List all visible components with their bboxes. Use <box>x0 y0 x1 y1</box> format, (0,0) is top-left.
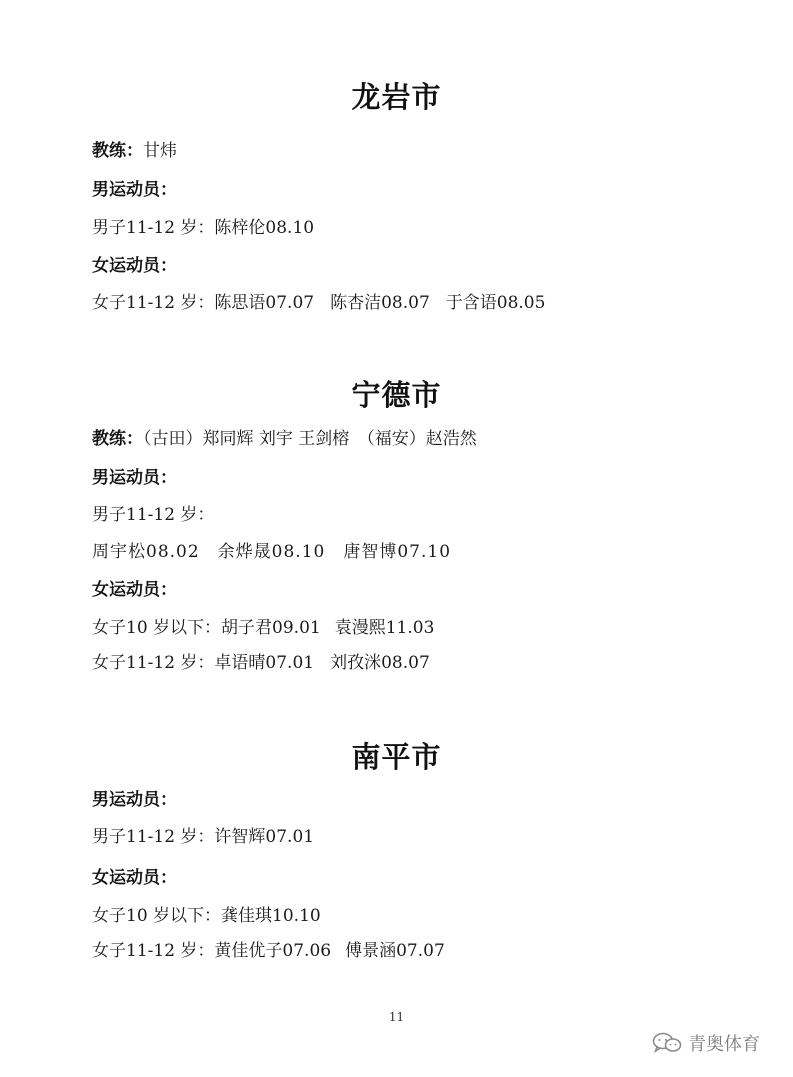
athlete-name: 唐智博07.10 <box>343 542 452 562</box>
athlete-name: 陈杏洁08.07 <box>330 293 430 313</box>
male-label: 男运动员： <box>92 180 177 200</box>
male-label: 男运动员： <box>92 468 177 488</box>
section-title-nanping: 南平市 <box>351 740 442 774</box>
athlete-name: 卓语晴07.01 <box>214 653 315 673</box>
female-group-line-longyan <box>92 292 545 314</box>
male-group-line-ningde <box>92 504 214 526</box>
coach-line-ningde <box>92 428 477 450</box>
male-athletes-label-ningde <box>92 467 177 489</box>
female-group-line-nanping-1 <box>92 905 321 927</box>
page-number: 11 <box>388 1010 405 1024</box>
athlete-name: 傅景涵07.07 <box>345 941 445 961</box>
coach-names: 甘炜 <box>143 141 177 161</box>
age-group: 男子11-12 岁： <box>92 827 215 847</box>
watermark <box>652 1030 760 1056</box>
wechat-icon <box>652 1032 682 1054</box>
athlete-name: 陈梓伦08.10 <box>214 218 315 238</box>
female-group-line-ningde-1 <box>92 617 434 639</box>
age-group: 女子11-12 岁： <box>92 941 215 961</box>
athlete-name: 胡子君09.01 <box>221 618 321 638</box>
coach-label: 教练： <box>92 141 143 161</box>
female-athletes-label-nanping <box>92 867 177 889</box>
coach-label: 教练： <box>92 429 143 449</box>
athlete-name: 周宇松08.02 <box>92 542 200 562</box>
male-athletes-label-longyan <box>92 179 177 201</box>
athlete-name: 于含语08.05 <box>445 293 546 313</box>
female-group-line-nanping-2 <box>92 940 445 962</box>
female-athletes-label-ningde <box>92 579 177 601</box>
section-title-longyan: 龙岩市 <box>351 80 442 114</box>
age-group: 男子11-12 岁： <box>92 505 215 525</box>
athlete-name: 余烨晟08.10 <box>217 542 326 562</box>
athlete-name: 陈思语07.07 <box>214 293 315 313</box>
male-names-line-ningde <box>92 541 451 563</box>
female-group-line-ningde-2 <box>92 652 430 674</box>
athlete-name: 袁漫熙11.03 <box>334 618 435 638</box>
female-label: 女运动员： <box>92 580 177 600</box>
age-group: 女子11-12 岁： <box>92 293 215 313</box>
male-label: 男运动员： <box>92 790 177 810</box>
male-group-line-longyan <box>92 217 314 239</box>
age-group: 女子10 岁以下： <box>92 618 222 638</box>
age-group: 女子10 岁以下： <box>92 906 222 926</box>
watermark-text: 青奥体育 <box>688 1034 760 1055</box>
female-label: 女运动员： <box>92 868 177 888</box>
male-athletes-label-nanping <box>92 789 177 811</box>
age-group: 女子11-12 岁： <box>92 653 215 673</box>
female-athletes-label-longyan <box>92 255 177 277</box>
female-label: 女运动员： <box>92 256 177 276</box>
athlete-name: 刘孜洣08.07 <box>330 653 430 673</box>
male-group-line-nanping <box>92 826 314 848</box>
athlete-name: 许智辉07.01 <box>214 827 315 847</box>
athlete-name: 黄佳优子07.06 <box>214 941 332 961</box>
section-title-ningde: 宁德市 <box>351 378 442 412</box>
athlete-name: 龚佳琪10.10 <box>221 906 321 926</box>
age-group: 男子11-12 岁： <box>92 218 215 238</box>
coach-line-longyan <box>92 140 177 162</box>
coach-names: （古田）郑同辉 刘宇 王剑榕 （福安）赵浩然 <box>143 429 477 449</box>
